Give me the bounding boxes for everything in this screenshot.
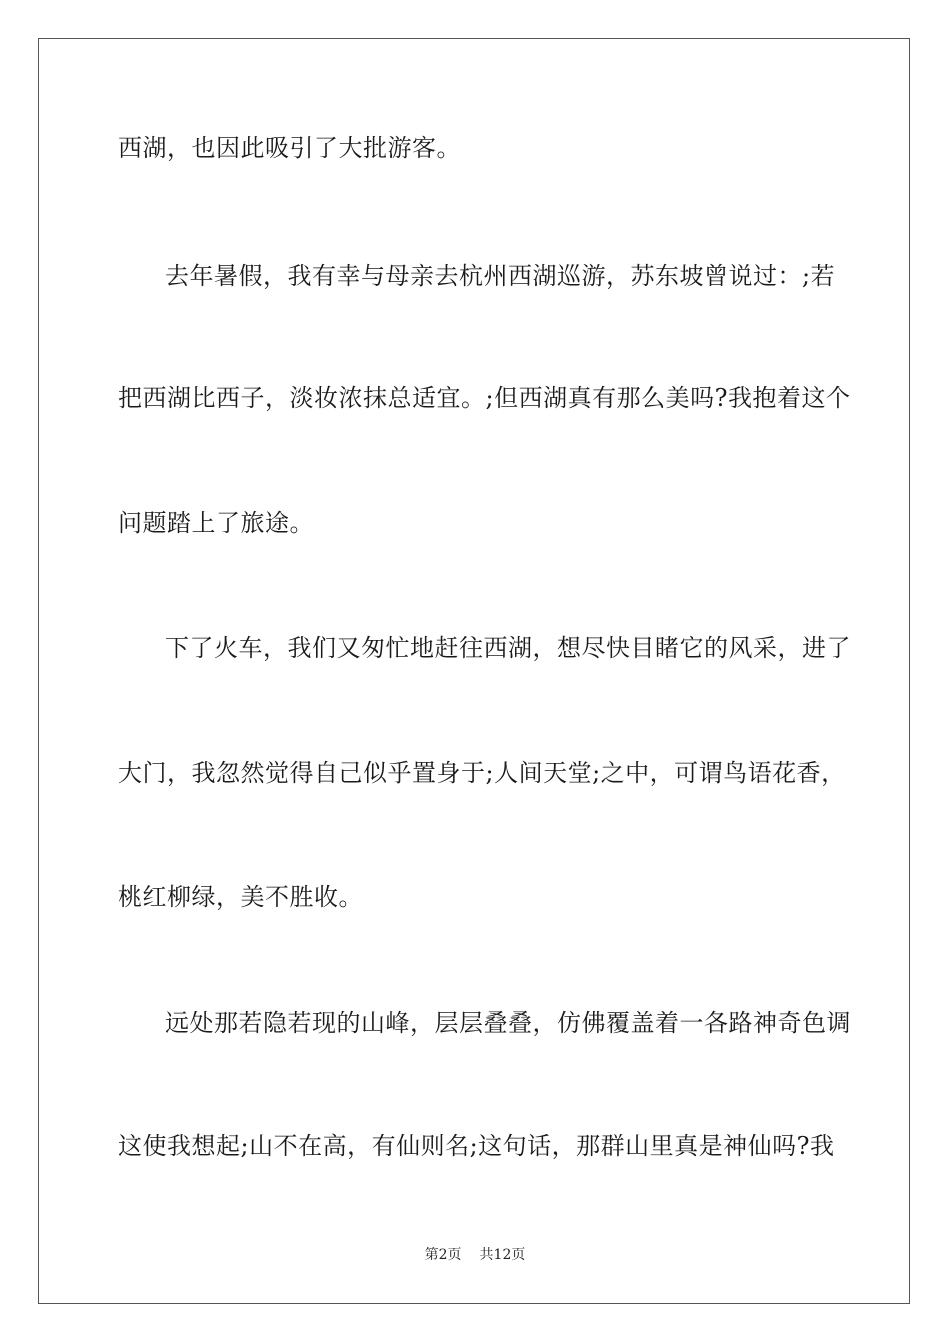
page-border: [38, 38, 910, 1304]
text-line: 把西湖比西子，淡妆浓抹总适宜。;但西湖真有那么美吗?我抱着这个: [118, 384, 851, 412]
text-line: 大门，我忽然觉得自己似乎置身于;人间天堂;之中，可谓鸟语花香，: [118, 759, 846, 787]
paragraph-first-line: 远处那若隐若现的山峰，层层叠叠，仿佛覆盖着一各路神奇色调: [165, 1009, 851, 1037]
text-line: 西湖，也因此吸引了大批游客。: [118, 134, 461, 162]
page-footer: [0, 1246, 950, 1264]
paragraph-first-line: 去年暑假，我有幸与母亲去杭州西湖巡游，苏东坡曾说过：;若: [165, 262, 836, 290]
page-total: 共12页: [479, 1247, 526, 1263]
text-line: 桃红柳绿，美不胜收。: [118, 883, 363, 911]
page-number: 第2页: [424, 1247, 462, 1263]
paragraph-first-line: 下了火车，我们又匆忙地赶往西湖，想尽快目睹它的风采，进了: [165, 634, 851, 662]
text-line: 问题踏上了旅途。: [118, 509, 314, 537]
text-line: 这使我想起;山不在高，有仙则名;这句话，那群山里真是神仙吗?我: [118, 1132, 835, 1160]
